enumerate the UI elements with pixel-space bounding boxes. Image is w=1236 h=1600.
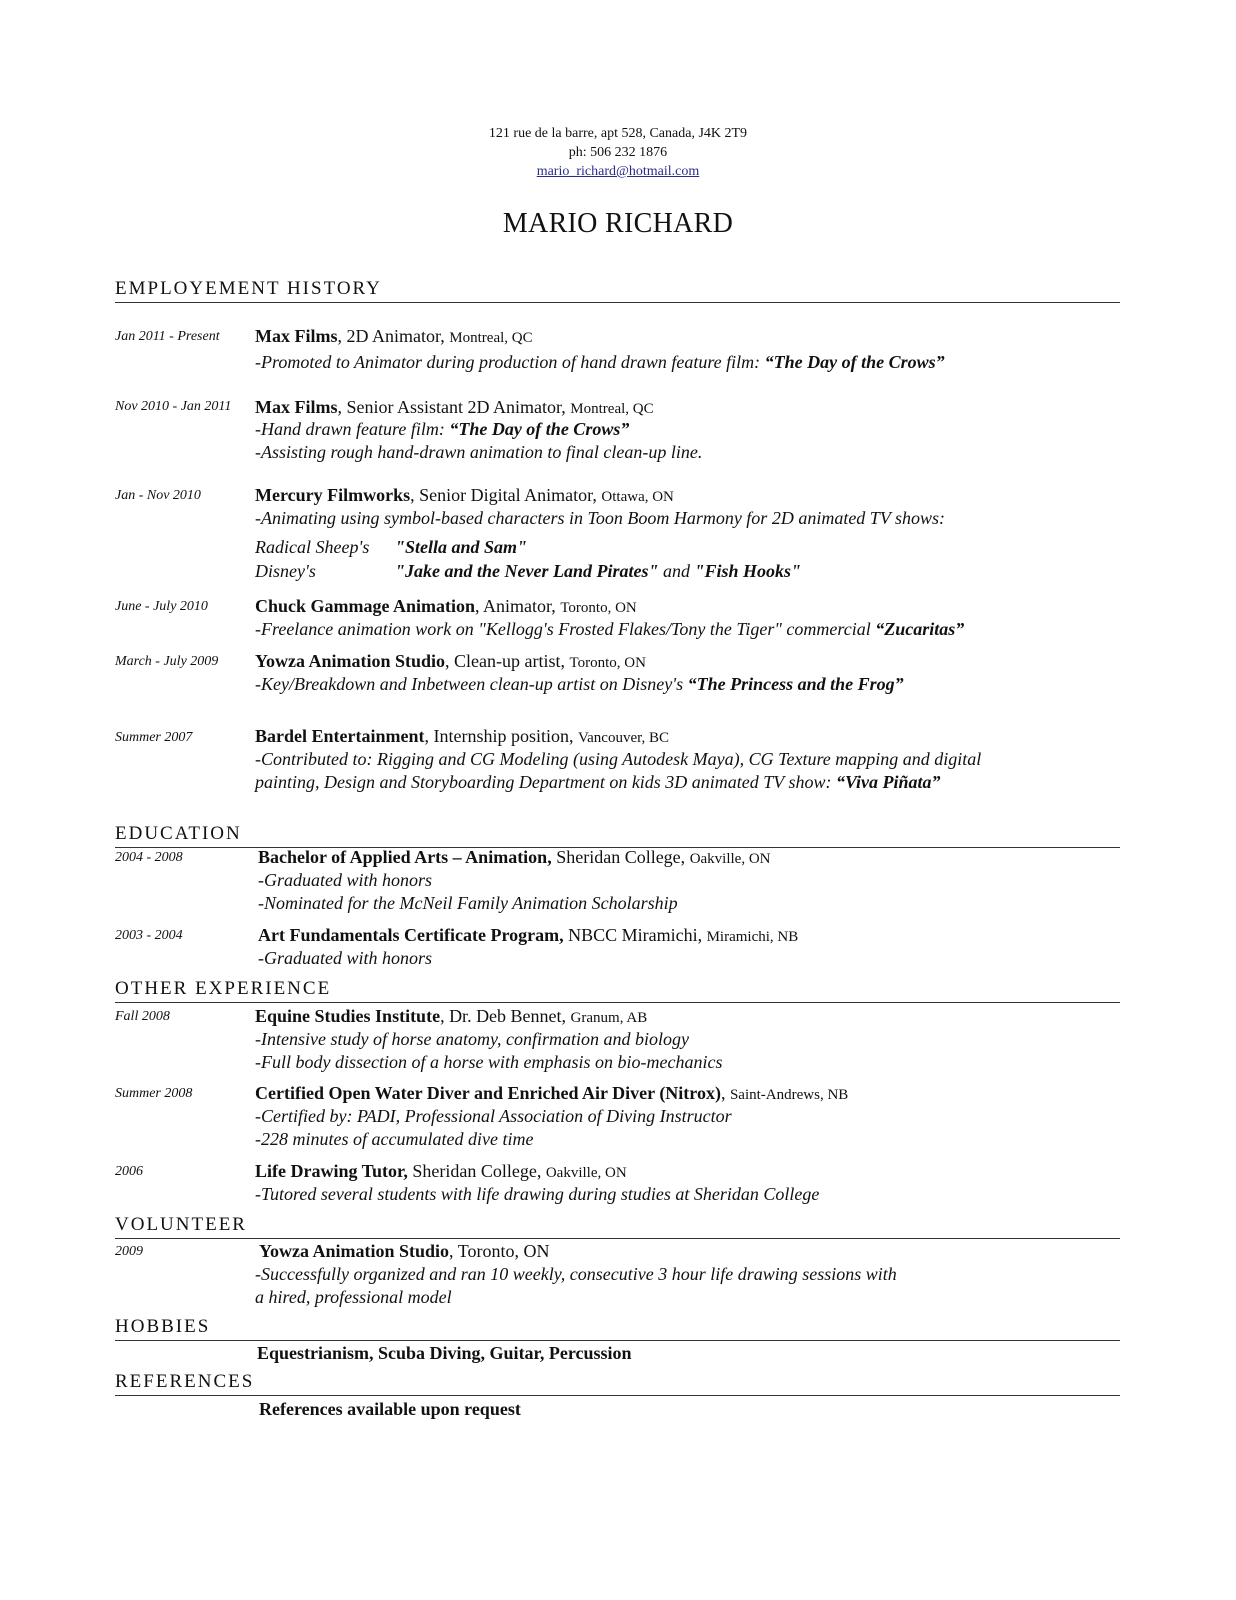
- other-date: 2006: [115, 1164, 143, 1179]
- film-title: “Zucaritas”: [875, 619, 965, 639]
- film-title: “The Day of the Crows”: [449, 419, 630, 439]
- show-title: "Stella and Sam": [395, 537, 528, 557]
- section-other-experience: OTHER EXPERIENCE: [115, 977, 1120, 1003]
- volunteer-date: 2009: [115, 1244, 143, 1259]
- edu-title-line: [258, 924, 798, 948]
- job-org: Bardel Entertainment: [255, 726, 425, 746]
- job-desc: [255, 351, 945, 373]
- show-title: "Fish Hooks": [694, 561, 801, 581]
- show-title: "Jake and the Never Land Pirates": [395, 561, 659, 581]
- job-title-line: [255, 325, 533, 349]
- section-employment: EMPLOYEMENT HISTORY: [115, 277, 1120, 303]
- job-desc: -Assisting rough hand-drawn animation to final clean-up line.: [255, 442, 703, 462]
- section-hobbies: HOBBIES: [115, 1315, 1120, 1341]
- job-title-line: [255, 650, 646, 674]
- contact-phone: ph: 506 232 1876: [568, 145, 668, 160]
- job-title-line: [255, 396, 654, 420]
- show-titles: [395, 560, 801, 582]
- contact-email-row: [0, 163, 1236, 180]
- other-role: Sheridan College,: [407, 1161, 546, 1181]
- other-org: Equine Studies Institute: [255, 1006, 441, 1026]
- job-location: Montreal, QC: [449, 330, 533, 346]
- job-org: Chuck Gammage Animation: [255, 596, 476, 616]
- section-references: REFERENCES: [115, 1370, 1120, 1396]
- job-org: Yowza Animation Studio: [255, 651, 446, 671]
- film-title: “The Princess and the Frog”: [687, 674, 904, 694]
- edu-school: Sheridan College,: [551, 847, 690, 867]
- other-desc: -Intensive study of horse anatomy, confirmation and biology: [255, 1029, 689, 1049]
- applicant-name: MARIO RICHARD: [502, 208, 734, 239]
- edu-location: Oakville, ON: [689, 851, 771, 867]
- show-conjunction: and: [658, 561, 695, 581]
- edu-desc: -Graduated with honors: [258, 948, 433, 968]
- job-location: Toronto, ON: [560, 600, 637, 616]
- job-role: , Senior Assistant 2D Animator,: [337, 397, 571, 417]
- section-education: EDUCATION: [115, 822, 1120, 848]
- job-date: Nov 2010 - Jan 2011: [115, 399, 232, 414]
- contact-address: 121 rue de la barre, apt 528, Canada, J4K 2T9: [488, 126, 748, 141]
- other-date: Fall 2008: [115, 1009, 170, 1024]
- job-role: , Senior Digital Animator,: [410, 485, 602, 505]
- film-title: “Viva Piñata”: [835, 772, 941, 792]
- other-title-line: [255, 1005, 647, 1029]
- edu-school: NBCC Miramichi,: [563, 925, 707, 945]
- other-role: ,: [720, 1083, 730, 1103]
- job-date: June - July 2010: [115, 599, 208, 614]
- job-org: Max Films: [255, 326, 338, 346]
- job-desc: -Animating using symbol-based characters in Toon Boom Harmony for 2D animated TV shows:: [255, 508, 945, 528]
- job-location: Toronto, ON: [569, 655, 646, 671]
- job-desc: -Contributed to: Rigging and CG Modeling (using Autodesk Maya), CG Texture mapping and digital: [255, 749, 982, 769]
- edu-program: Art Fundamentals Certificate Program,: [258, 925, 564, 945]
- other-location: Saint-Andrews, NB: [729, 1087, 849, 1103]
- edu-location: Miramichi, NB: [706, 929, 799, 945]
- show-studio: Disney's: [255, 561, 316, 581]
- contact-email-link[interactable]: mario_richard@hotmail.com: [536, 164, 700, 179]
- other-date: Summer 2008: [115, 1086, 193, 1101]
- volunteer-org: Yowza Animation Studio: [259, 1241, 450, 1261]
- volunteer-desc: -Successfully organized and ran 10 weekly, consecutive 3 hour life drawing sessions with: [255, 1264, 897, 1284]
- other-location: Granum, AB: [570, 1010, 648, 1026]
- job-title-line: [255, 484, 674, 508]
- references-text: References available upon request: [259, 1399, 521, 1419]
- job-date: Summer 2007: [115, 730, 193, 745]
- job-role: , 2D Animator,: [337, 326, 450, 346]
- other-role: , Dr. Deb Bennet,: [440, 1006, 571, 1026]
- job-desc-text: painting, Design and Storyboarding Department on kids 3D animated TV show:: [255, 772, 836, 792]
- edu-program: Bachelor of Applied Arts – Animation,: [258, 847, 552, 867]
- job-org: Max Films: [255, 397, 338, 417]
- job-location: Montreal, QC: [570, 401, 654, 417]
- other-title-line: [255, 1160, 627, 1184]
- other-org: Life Drawing Tutor,: [255, 1161, 408, 1181]
- film-title: “The Day of the Crows”: [764, 352, 945, 372]
- other-desc: -Full body dissection of a horse with emphasis on bio-mechanics: [255, 1052, 723, 1072]
- job-org: Mercury Filmworks: [255, 485, 411, 505]
- job-desc: [255, 673, 904, 695]
- edu-date: 2004 - 2008: [115, 850, 183, 865]
- other-location: Oakville, ON: [545, 1165, 627, 1181]
- job-desc-text: -Freelance animation work on "Kellogg's Frosted Flakes/Tony the Tiger" commercial: [255, 619, 876, 639]
- show-studio: Radical Sheep's: [255, 537, 370, 557]
- edu-desc: -Graduated with honors: [258, 870, 433, 890]
- job-title-line: [255, 595, 637, 619]
- hobbies-list: Equestrianism, Scuba Diving, Guitar, Percussion: [257, 1343, 632, 1363]
- job-location: Vancouver, BC: [577, 730, 670, 746]
- job-desc: [255, 771, 941, 793]
- job-location: Ottawa, ON: [601, 489, 674, 505]
- job-role: , Internship position,: [424, 726, 578, 746]
- other-desc: -Tutored several students with life drawing during studies at Sheridan College: [255, 1184, 820, 1204]
- job-title-line: [255, 725, 669, 749]
- job-date: Jan - Nov 2010: [115, 488, 201, 503]
- volunteer-desc: a hired, professional model: [255, 1287, 452, 1307]
- other-org: Certified Open Water Diver and Enriched Air Diver (Nitrox): [255, 1083, 721, 1103]
- job-desc-text: -Hand drawn feature film:: [255, 419, 450, 439]
- edu-title-line: [258, 846, 771, 870]
- job-desc: [255, 418, 629, 440]
- volunteer-location: , Toronto, ON: [449, 1241, 550, 1261]
- job-desc-text: -Key/Breakdown and Inbetween clean-up artist on Disney's: [255, 674, 688, 694]
- job-desc: [255, 618, 964, 640]
- job-role: , Clean-up artist,: [445, 651, 570, 671]
- other-desc: -Certified by: PADI, Professional Association of Diving Instructor: [255, 1106, 732, 1126]
- other-title-line: [255, 1082, 848, 1106]
- job-desc-text: -Promoted to Animator during production of hand drawn feature film:: [255, 352, 765, 372]
- section-volunteer: VOLUNTEER: [115, 1213, 1120, 1239]
- edu-date: 2003 - 2004: [115, 928, 183, 943]
- edu-desc: -Nominated for the McNeil Family Animation Scholarship: [258, 893, 678, 913]
- job-date: Jan 2011 - Present: [115, 329, 220, 344]
- job-role: , Animator,: [475, 596, 561, 616]
- other-desc: -228 minutes of accumulated dive time: [255, 1129, 534, 1149]
- job-date: March - July 2009: [115, 654, 219, 669]
- volunteer-title-line: [259, 1240, 549, 1262]
